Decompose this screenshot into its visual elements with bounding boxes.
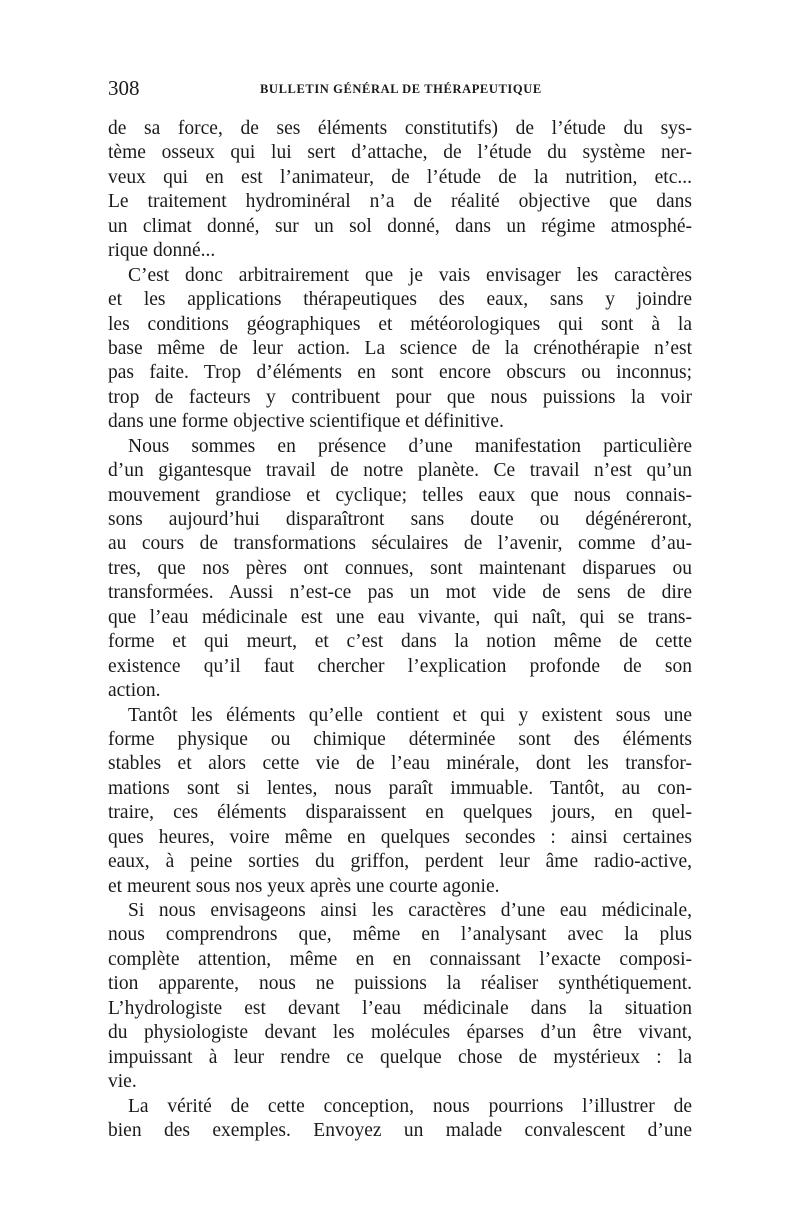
- text-line: Le traitement hydrominéral n’a de réalité objective que dans: [108, 191, 692, 213]
- text-line: forme et qui meurt, et c’est dans la notion même de cette: [108, 631, 692, 653]
- text-line: rique donné...: [108, 240, 216, 262]
- text-line: mouvement grandiose et cyclique; telles eaux que nous connais-: [108, 484, 692, 506]
- text-line: tres, que nos pères ont connues, sont maintenant disparues ou: [108, 557, 692, 579]
- text-line: existence qu’il faut chercher l’explication profonde de son: [108, 655, 692, 677]
- text-line: traire, ces éléments disparaissent en quelques jours, en quel-: [108, 802, 692, 824]
- text-line: base même de leur action. La science de la crénothérapie n’est: [108, 337, 692, 359]
- text-line: mations sont si lentes, nous paraît immuable. Tantôt, au con-: [108, 777, 692, 799]
- text-line: du physiologiste devant les molécules éparses d’un être vivant,: [108, 1022, 692, 1044]
- running-head: [108, 76, 692, 100]
- text-line: stables et alors cette vie de l’eau minérale, dont les transfor-: [108, 753, 692, 775]
- text-line: action.: [108, 680, 161, 702]
- text-line: eaux, à peine sorties du griffon, perdent leur âme radio-active,: [108, 851, 692, 873]
- text-line: tion apparente, nous ne puissions la réaliser synthétiquement.: [108, 973, 692, 995]
- text-line: impuissant à leur rendre ce quelque chose de mystérieux : la: [108, 1046, 692, 1068]
- text-line: nous comprendrons que, même en l’analysant avec la plus: [108, 924, 692, 946]
- journal-title: BULLETIN GÉNÉRAL DE THÉRAPEUTIQUE: [260, 82, 542, 96]
- text-line: et les applications thérapeutiques des eaux, sans y joindre: [108, 289, 692, 311]
- text-line: C’est donc arbitrairement que je vais envisager les caractères: [128, 264, 692, 286]
- text-line: bien des exemples. Envoyez un malade convalescent d’une: [108, 1119, 692, 1141]
- text-line: L’hydrologiste est devant l’eau médicinale dans la situation: [108, 997, 692, 1019]
- text-line: forme physique ou chimique déterminée sont des éléments: [108, 728, 692, 750]
- text-line: vie.: [108, 1071, 137, 1093]
- text-line: sons aujourd’hui disparaîtront sans doute ou dégénéreront,: [108, 509, 692, 530]
- text-line: ques heures, voire même en quelques secondes : ainsi certaines: [108, 826, 692, 848]
- text-line: veux qui en est l’animateur, de l’étude de la nutrition, etc...: [108, 166, 692, 188]
- text-line: complète attention, même en en connaissant l’exacte composi-: [108, 948, 692, 970]
- text-line: tème osseux qui lui sert d’attache, de l’étude du système ner-: [108, 142, 692, 164]
- page-number: 308: [108, 76, 140, 100]
- text-line: dans une forme objective scientifique et définitive.: [108, 411, 504, 433]
- text-line: Tantôt les éléments qu’elle contient et qui y existent sous une: [128, 704, 692, 726]
- text-line: d’un gigantesque travail de notre planète. Ce travail n’est qu’un: [108, 460, 692, 482]
- text-line: La vérité de cette conception, nous pourrions l’illustrer de: [128, 1095, 692, 1117]
- text-line: trop de facteurs y contribuent pour que nous puissions la voir: [108, 386, 692, 408]
- text-line: et meurent sous nos yeux après une courte agonie.: [108, 875, 500, 897]
- text-line: que l’eau médicinale est une eau vivante, qui naît, qui se trans-: [108, 606, 692, 628]
- body-text: [108, 117, 692, 1143]
- text-line: un climat donné, sur un sol donné, dans un régime atmosphé-: [108, 215, 692, 237]
- text-line: transformées. Aussi n’est-ce pas un mot vide de sens de dire: [108, 582, 692, 604]
- text-line: Si nous envisageons ainsi les caractères d’une eau médicinale,: [128, 900, 692, 921]
- text-line: au cours de transformations séculaires de l’avenir, comme d’au-: [108, 533, 692, 555]
- text-line: les conditions géographiques et météorologiques qui sont à la: [108, 313, 692, 335]
- text-line: pas faite. Trop d’éléments en sont encore obscurs ou inconnus;: [108, 362, 692, 384]
- text-line: de sa force, de ses éléments constitutifs) de l’étude du sys-: [108, 118, 692, 139]
- text-line: Nous sommes en présence d’une manifestation particulière: [128, 435, 692, 457]
